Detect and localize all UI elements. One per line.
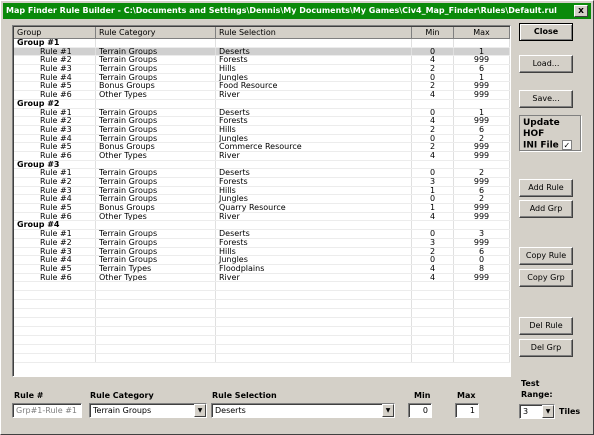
cell-min bbox=[412, 318, 454, 326]
cell-rule-category: Other Types bbox=[96, 274, 216, 282]
cell-max: 999 bbox=[454, 239, 510, 247]
max-label: Max bbox=[457, 391, 476, 400]
cell-min: 4 bbox=[412, 56, 454, 64]
cell-min bbox=[412, 291, 454, 299]
cell-group: Rule #3 bbox=[14, 248, 96, 256]
header-rule-selection[interactable]: Rule Selection bbox=[216, 27, 412, 39]
rule-row[interactable] bbox=[14, 65, 510, 74]
grid-header bbox=[14, 27, 510, 39]
cell-rule-category: Bonus Groups bbox=[96, 143, 216, 151]
cell-min: 4 bbox=[412, 265, 454, 273]
rule-row[interactable] bbox=[14, 109, 510, 118]
load-button[interactable]: Load... bbox=[519, 55, 573, 73]
grid-rows bbox=[14, 39, 510, 363]
cell-rule-selection: River bbox=[216, 152, 412, 160]
cell-rule-category: Other Types bbox=[96, 152, 216, 160]
ini-file-label: INI File bbox=[523, 140, 559, 151]
chevron-down-icon[interactable]: ▼ bbox=[194, 404, 206, 417]
cell-rule-category: Terrain Groups bbox=[96, 109, 216, 117]
cell-max bbox=[454, 345, 510, 353]
cell-min bbox=[412, 309, 454, 317]
rule-row[interactable] bbox=[14, 143, 510, 152]
cell-group: Rule #1 bbox=[14, 230, 96, 238]
cell-group: Rule #2 bbox=[14, 56, 96, 64]
cell-min: 4 bbox=[412, 152, 454, 160]
cell-rule-category: Terrain Groups bbox=[96, 65, 216, 73]
cell-rule-selection: Hills bbox=[216, 126, 412, 134]
cell-group: Rule #1 bbox=[14, 48, 96, 56]
rule-row[interactable] bbox=[14, 195, 510, 204]
cell-max: 999 bbox=[454, 143, 510, 151]
cell-max bbox=[454, 100, 510, 108]
cell-rule-selection: Hills bbox=[216, 187, 412, 195]
cell-rule-category: Terrain Groups bbox=[96, 74, 216, 82]
cell-min: 2 bbox=[412, 143, 454, 151]
cell-rule-selection bbox=[216, 221, 412, 229]
cell-max: 999 bbox=[454, 274, 510, 282]
cell-group bbox=[14, 291, 96, 299]
cell-group: Rule #2 bbox=[14, 117, 96, 125]
rule-row[interactable] bbox=[14, 82, 510, 91]
chevron-down-icon[interactable]: ▼ bbox=[382, 404, 394, 417]
cell-min: 1 bbox=[412, 204, 454, 212]
cell-rule-selection: Forests bbox=[216, 178, 412, 186]
cell-max bbox=[454, 336, 510, 344]
cell-rule-category: Terrain Groups bbox=[96, 248, 216, 256]
cell-max: 999 bbox=[454, 204, 510, 212]
cell-group: Rule #4 bbox=[14, 135, 96, 143]
rule-row[interactable] bbox=[14, 152, 510, 161]
cell-group: Rule #3 bbox=[14, 126, 96, 134]
cell-rule-selection bbox=[216, 354, 412, 362]
cell-rule-selection: Deserts bbox=[216, 48, 412, 56]
cell-group: Rule #3 bbox=[14, 187, 96, 195]
rule-row[interactable] bbox=[14, 265, 510, 274]
cell-min bbox=[412, 327, 454, 335]
cell-min bbox=[412, 354, 454, 362]
empty-row bbox=[14, 282, 510, 291]
cell-max bbox=[454, 354, 510, 362]
empty-row bbox=[14, 345, 510, 354]
cell-rule-category: Terrain Groups bbox=[96, 187, 216, 195]
cell-max: 999 bbox=[454, 117, 510, 125]
cell-rule-selection: Commerce Resource bbox=[216, 143, 412, 151]
cell-rule-selection: Forests bbox=[216, 56, 412, 64]
cell-rule-selection: Deserts bbox=[216, 230, 412, 238]
cell-min: 4 bbox=[412, 117, 454, 125]
cell-rule-category: Bonus Groups bbox=[96, 82, 216, 90]
cell-group: Rule #4 bbox=[14, 256, 96, 264]
cell-min: 3 bbox=[412, 178, 454, 186]
empty-row bbox=[14, 291, 510, 300]
cell-group: Rule #1 bbox=[14, 109, 96, 117]
cell-rule-category: Terrain Groups bbox=[96, 230, 216, 238]
cell-max bbox=[454, 327, 510, 335]
cell-max: 1 bbox=[454, 74, 510, 82]
cell-min: 2 bbox=[412, 65, 454, 73]
cell-rule-category: Other Types bbox=[96, 213, 216, 221]
cell-rule-category bbox=[96, 161, 216, 169]
rule-row[interactable] bbox=[14, 135, 510, 144]
cell-rule-selection: Food Resource bbox=[216, 82, 412, 90]
cell-rule-selection: Forests bbox=[216, 239, 412, 247]
rule-row[interactable] bbox=[14, 239, 510, 248]
cell-group: Rule #4 bbox=[14, 74, 96, 82]
cell-rule-selection: Floodplains bbox=[216, 265, 412, 273]
cell-rule-selection bbox=[216, 100, 412, 108]
group-label: Group #1 bbox=[14, 39, 96, 47]
cell-rule-selection: Jungles bbox=[216, 195, 412, 203]
cell-min bbox=[412, 336, 454, 344]
cell-group: Rule #6 bbox=[14, 274, 96, 282]
cell-rule-selection bbox=[216, 336, 412, 344]
empty-row bbox=[14, 300, 510, 309]
cell-rule-selection bbox=[216, 39, 412, 47]
cell-group bbox=[14, 282, 96, 290]
rule-category-select[interactable] bbox=[89, 403, 207, 418]
update-hof-box bbox=[519, 115, 581, 151]
cell-min: 2 bbox=[412, 248, 454, 256]
cell-group bbox=[14, 309, 96, 317]
cell-rule-category bbox=[96, 291, 216, 299]
group-row[interactable] bbox=[14, 100, 510, 109]
cell-rule-category bbox=[96, 100, 216, 108]
cell-rule-selection: Hills bbox=[216, 65, 412, 73]
cell-group bbox=[14, 300, 96, 308]
cell-min bbox=[412, 161, 454, 169]
cell-min bbox=[412, 282, 454, 290]
rule-row[interactable] bbox=[14, 178, 510, 187]
cell-min: 0 bbox=[412, 230, 454, 238]
rule-row[interactable] bbox=[14, 230, 510, 239]
cell-max: 1 bbox=[454, 109, 510, 117]
rule-selection-label: Rule Selection bbox=[212, 391, 277, 400]
cell-rule-category: Terrain Groups bbox=[96, 126, 216, 134]
header-max[interactable]: Max bbox=[454, 27, 510, 39]
cell-rule-selection: Forests bbox=[216, 117, 412, 125]
cell-max: 2 bbox=[454, 135, 510, 143]
cell-group: Rule #5 bbox=[14, 143, 96, 151]
cell-min: 2 bbox=[412, 82, 454, 90]
cell-rule-selection bbox=[216, 318, 412, 326]
cell-max bbox=[454, 309, 510, 317]
cell-max: 6 bbox=[454, 65, 510, 73]
cell-max: 999 bbox=[454, 82, 510, 90]
cell-max: 2 bbox=[454, 195, 510, 203]
cell-rule-selection: Deserts bbox=[216, 109, 412, 117]
add-rule-button[interactable]: Add Rule bbox=[519, 179, 573, 197]
group-row[interactable] bbox=[14, 221, 510, 230]
cell-min: 3 bbox=[412, 239, 454, 247]
min-input[interactable]: 0 bbox=[408, 403, 432, 418]
rule-category-label: Rule Category bbox=[90, 391, 154, 400]
cell-group bbox=[14, 318, 96, 326]
cell-max: 999 bbox=[454, 213, 510, 221]
cell-max: 3 bbox=[454, 230, 510, 238]
cell-rule-selection: Deserts bbox=[216, 169, 412, 177]
cell-rule-selection bbox=[216, 282, 412, 290]
cell-rule-category bbox=[96, 300, 216, 308]
cell-rule-category: Bonus Groups bbox=[96, 204, 216, 212]
cell-group: Rule #5 bbox=[14, 204, 96, 212]
cell-max: 1 bbox=[454, 48, 510, 56]
empty-row bbox=[14, 336, 510, 345]
copy-grp-button[interactable]: Copy Grp bbox=[519, 269, 573, 287]
del-grp-button[interactable]: Del Grp bbox=[519, 339, 573, 357]
cell-rule-selection: River bbox=[216, 213, 412, 221]
cell-min: 0 bbox=[412, 74, 454, 82]
cell-max bbox=[454, 39, 510, 47]
cell-min bbox=[412, 221, 454, 229]
rule-row[interactable] bbox=[14, 74, 510, 83]
tiles-label: Tiles bbox=[559, 407, 581, 416]
cell-group: Rule #2 bbox=[14, 178, 96, 186]
min-label: Min bbox=[414, 391, 431, 400]
rule-row[interactable] bbox=[14, 187, 510, 196]
group-row[interactable] bbox=[14, 39, 510, 48]
cell-max bbox=[454, 221, 510, 229]
header-rule-category[interactable]: Rule Category bbox=[96, 27, 216, 39]
cell-min: 4 bbox=[412, 213, 454, 221]
cell-max bbox=[454, 291, 510, 299]
cell-min: 1 bbox=[412, 187, 454, 195]
cell-group: Rule #1 bbox=[14, 169, 96, 177]
group-label: Group #3 bbox=[14, 161, 96, 169]
cell-max: 999 bbox=[454, 56, 510, 64]
cell-max bbox=[454, 161, 510, 169]
cell-max bbox=[454, 300, 510, 308]
cell-max bbox=[454, 318, 510, 326]
cell-rule-category: Terrain Groups bbox=[96, 135, 216, 143]
header-min[interactable]: Min bbox=[412, 27, 454, 39]
cell-min bbox=[412, 39, 454, 47]
cell-max bbox=[454, 282, 510, 290]
del-rule-button[interactable]: Del Rule bbox=[519, 317, 573, 335]
test-label: Test bbox=[521, 379, 540, 388]
cell-rule-category bbox=[96, 221, 216, 229]
cell-group: Rule #2 bbox=[14, 239, 96, 247]
cell-min: 0 bbox=[412, 48, 454, 56]
cell-group: Rule #4 bbox=[14, 195, 96, 203]
rule-row[interactable] bbox=[14, 117, 510, 126]
rule-row[interactable] bbox=[14, 204, 510, 213]
cell-rule-category: Other Types bbox=[96, 91, 216, 99]
cell-rule-category bbox=[96, 336, 216, 344]
update-hof-checkbox[interactable]: ✓ bbox=[563, 141, 571, 150]
cell-rule-selection: Jungles bbox=[216, 135, 412, 143]
cell-min: 0 bbox=[412, 195, 454, 203]
test-range-value: 3 bbox=[523, 407, 529, 416]
rule-row[interactable] bbox=[14, 248, 510, 257]
cell-rule-category bbox=[96, 327, 216, 335]
rule-row[interactable] bbox=[14, 256, 510, 265]
empty-row bbox=[14, 354, 510, 363]
group-label: Group #2 bbox=[14, 100, 96, 108]
cell-rule-category bbox=[96, 39, 216, 47]
cell-min: 0 bbox=[412, 256, 454, 264]
cell-min: 0 bbox=[412, 109, 454, 117]
cell-min: 4 bbox=[412, 274, 454, 282]
chevron-down-icon[interactable]: ▼ bbox=[542, 405, 554, 418]
cell-min: 0 bbox=[412, 169, 454, 177]
range-label: Range: bbox=[521, 390, 553, 399]
cell-group bbox=[14, 327, 96, 335]
cell-rule-category bbox=[96, 282, 216, 290]
cell-group: Rule #6 bbox=[14, 91, 96, 99]
cell-rule-category bbox=[96, 309, 216, 317]
rules-grid[interactable] bbox=[12, 25, 511, 377]
cell-rule-category: Terrain Groups bbox=[96, 48, 216, 56]
cell-group: Rule #5 bbox=[14, 265, 96, 273]
cell-rule-category: Terrain Groups bbox=[96, 169, 216, 177]
max-input[interactable]: 1 bbox=[455, 403, 479, 418]
window-title: Map Finder Rule Builder - C:\Documents and Settings\Dennis\My Documents\My Games\Civ4_Map_Finder\Rules\Default.rul bbox=[6, 6, 557, 15]
cell-rule-category: Terrain Groups bbox=[96, 56, 216, 64]
close-button[interactable]: Close bbox=[519, 23, 573, 41]
cell-max: 6 bbox=[454, 187, 510, 195]
rule-row[interactable] bbox=[14, 169, 510, 178]
group-row[interactable] bbox=[14, 161, 510, 170]
cell-max: 0 bbox=[454, 256, 510, 264]
cell-max: 999 bbox=[454, 152, 510, 160]
cell-rule-selection bbox=[216, 345, 412, 353]
close-window-button[interactable]: x bbox=[574, 5, 588, 17]
rule-category-value: Terrain Groups bbox=[93, 406, 152, 415]
rule-selection-select[interactable] bbox=[211, 403, 395, 418]
cell-min: 4 bbox=[412, 91, 454, 99]
group-label: Group #4 bbox=[14, 221, 96, 229]
cell-rule-category bbox=[96, 318, 216, 326]
cell-min: 2 bbox=[412, 126, 454, 134]
cell-rule-selection: Jungles bbox=[216, 256, 412, 264]
rule-row[interactable] bbox=[14, 274, 510, 283]
rule-selection-value: Deserts bbox=[215, 406, 246, 415]
cell-min: 0 bbox=[412, 135, 454, 143]
cell-rule-category: Terrain Groups bbox=[96, 256, 216, 264]
cell-max: 999 bbox=[454, 91, 510, 99]
cell-rule-selection bbox=[216, 327, 412, 335]
cell-rule-selection bbox=[216, 300, 412, 308]
test-range-select[interactable] bbox=[519, 404, 555, 419]
rule-number-label: Rule # bbox=[14, 391, 44, 400]
rule-number-field: Grp#1-Rule #1 bbox=[12, 403, 82, 418]
cell-min bbox=[412, 300, 454, 308]
cell-group: Rule #5 bbox=[14, 82, 96, 90]
save-button[interactable]: Save... bbox=[519, 90, 573, 108]
cell-rule-selection: Jungles bbox=[216, 74, 412, 82]
cell-min bbox=[412, 345, 454, 353]
cell-rule-selection: Quarry Resource bbox=[216, 204, 412, 212]
cell-min bbox=[412, 100, 454, 108]
header-group[interactable]: Group bbox=[14, 27, 96, 39]
cell-group bbox=[14, 345, 96, 353]
cell-rule-category bbox=[96, 345, 216, 353]
title-bar bbox=[3, 3, 591, 19]
cell-max: 6 bbox=[454, 248, 510, 256]
cell-rule-selection bbox=[216, 291, 412, 299]
rule-row[interactable] bbox=[14, 213, 510, 222]
update-hof-label: Update HOF bbox=[523, 118, 560, 139]
rule-row[interactable] bbox=[14, 126, 510, 135]
copy-rule-button[interactable]: Copy Rule bbox=[519, 247, 573, 265]
cell-max: 999 bbox=[454, 178, 510, 186]
cell-rule-category: Terrain Types bbox=[96, 265, 216, 273]
cell-rule-category: Terrain Groups bbox=[96, 239, 216, 247]
cell-group: Rule #6 bbox=[14, 213, 96, 221]
cell-rule-selection bbox=[216, 161, 412, 169]
cell-rule-selection: Hills bbox=[216, 248, 412, 256]
cell-rule-category: Terrain Groups bbox=[96, 117, 216, 125]
empty-row bbox=[14, 318, 510, 327]
cell-group: Rule #3 bbox=[14, 65, 96, 73]
cell-max: 8 bbox=[454, 265, 510, 273]
rule-row[interactable] bbox=[14, 48, 510, 57]
empty-row bbox=[14, 327, 510, 336]
cell-group bbox=[14, 336, 96, 344]
empty-row bbox=[14, 309, 510, 318]
cell-rule-selection: River bbox=[216, 274, 412, 282]
rule-row[interactable] bbox=[14, 91, 510, 100]
cell-group bbox=[14, 354, 96, 362]
cell-rule-selection bbox=[216, 309, 412, 317]
cell-rule-category bbox=[96, 354, 216, 362]
cell-rule-selection: River bbox=[216, 91, 412, 99]
rule-row[interactable] bbox=[14, 56, 510, 65]
cell-max: 6 bbox=[454, 126, 510, 134]
cell-group: Rule #6 bbox=[14, 152, 96, 160]
add-grp-button[interactable]: Add Grp bbox=[519, 200, 573, 218]
cell-rule-category: Terrain Groups bbox=[96, 178, 216, 186]
cell-rule-category: Terrain Groups bbox=[96, 195, 216, 203]
cell-max: 2 bbox=[454, 169, 510, 177]
